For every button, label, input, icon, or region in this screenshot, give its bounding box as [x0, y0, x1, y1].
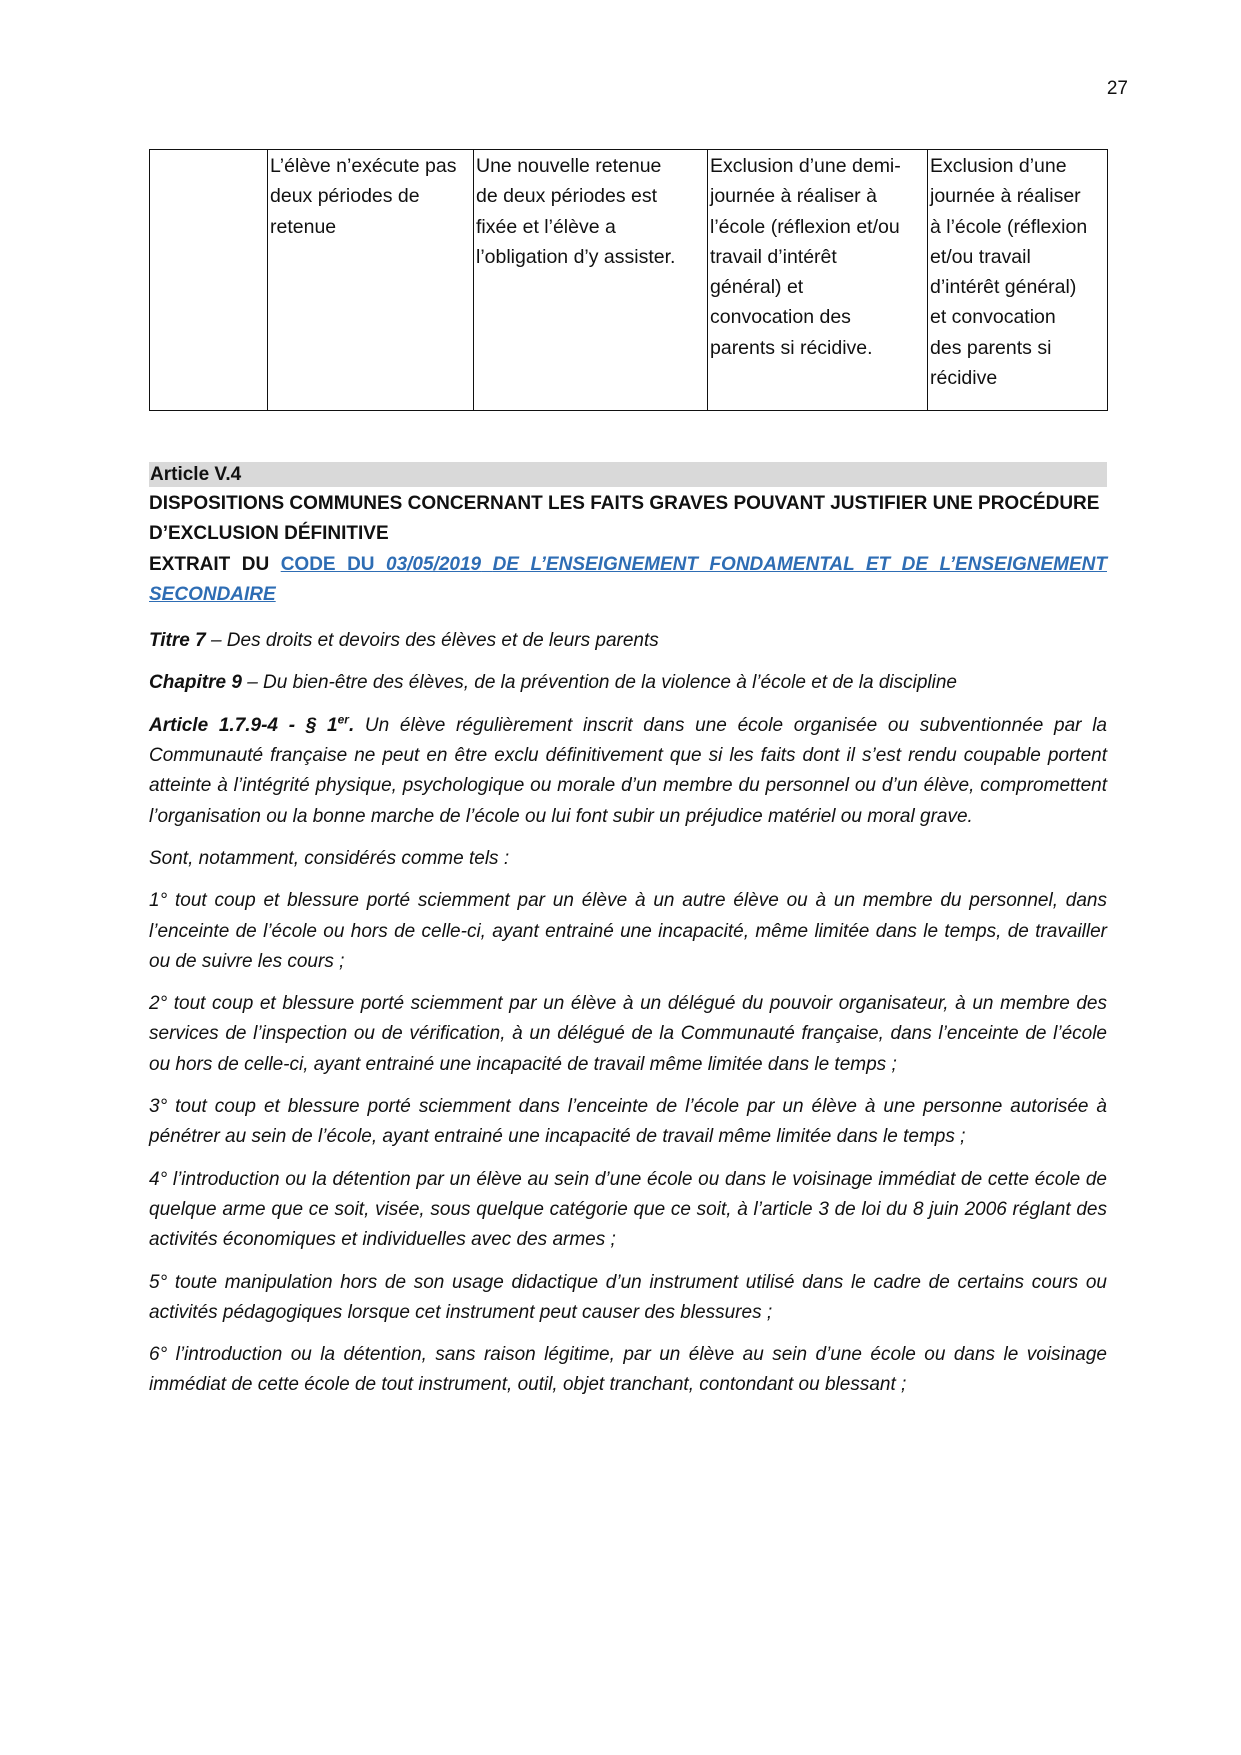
- cell-line: général) et: [710, 276, 804, 299]
- titre-line: [149, 626, 1107, 656]
- cell-line: L’élève n’exécute pas: [270, 155, 457, 177]
- list-item: 2° tout coup et blessure porté sciemment par un élève à un délégué du pouvoir organisateur, à un membre des services de l’inspection ou de vérification, à un délégué de la Communauté française, dans l’enceinte de l’école ou hors de celle-ci, ayant entrainé une incapacité de travail même limitée dans le temps ;: [149, 993, 1107, 1075]
- cell-line: Exclusion d’une demi-: [710, 155, 901, 177]
- cell-line: parents si récidive.: [710, 336, 873, 359]
- cell-line: fixée et l’élève a: [476, 215, 616, 238]
- extract-line: [149, 550, 1107, 611]
- code-link-date: 03/05/2019: [386, 553, 482, 575]
- list-item: 5° toute manipulation hors de son usage didactique d’un instrument utilisé dans le cadre de certains cours ou activités pédagogiques lorsque cet instrument peut causer des blessures ;: [149, 1271, 1107, 1323]
- table-cell-sanction-1: [474, 150, 708, 411]
- article-reference: [149, 712, 355, 736]
- extract-prefix: EXTRAIT DU: [149, 553, 270, 575]
- cell-line: Une nouvelle retenue: [476, 155, 662, 177]
- list-item: 3° tout coup et blessure porté sciemment dans l’enceinte de l’école par un élève à une personne autorisée à pénétrer au sein de l’école, ayant entrainé une incapacité de travail même limitée dans le temps ;: [149, 1096, 1107, 1148]
- code-link-code: CODE DU: [280, 553, 375, 575]
- cell-line: d’intérêt général): [930, 276, 1077, 299]
- table-cell-empty: [150, 150, 268, 411]
- code-link[interactable]: [149, 554, 1107, 605]
- table-row: [150, 150, 1108, 411]
- cell-line: et convocation: [930, 306, 1056, 329]
- cell-line: deux périodes de: [270, 185, 420, 208]
- sanctions-table: [149, 149, 1108, 411]
- article-ref-end: .: [348, 714, 355, 736]
- titre-label: Titre 7: [149, 630, 206, 652]
- cell-line: l’école (réflexion et/ou: [710, 215, 900, 238]
- chapitre-line: [149, 668, 1107, 698]
- article-ref-main: Article 1.7.9-4 - § 1: [149, 714, 338, 736]
- cell-line: des parents si: [930, 336, 1052, 359]
- page-number: 27: [1106, 78, 1128, 99]
- cell-line: de deux périodes est: [476, 185, 658, 208]
- cell-line: journée à réaliser à: [710, 185, 877, 208]
- cell-line: convocation des: [710, 306, 851, 329]
- article-ref-sup: er: [337, 712, 349, 727]
- list-item: 6° l’introduction ou la détention, sans raison légitime, par un élève au sein d’une école ou dans le voisinage immédiat de cette école de tout instrument, outil, objet tranchant, contondant ou blessant ;: [149, 1344, 1107, 1396]
- cell-line: à l’école (réflexion: [930, 215, 1088, 238]
- heading-line-2: D’EXCLUSION DÉFINITIVE: [149, 523, 389, 545]
- sont-line: Sont, notamment, considérés comme tels :: [149, 847, 510, 869]
- article-label-bar: [149, 462, 1107, 487]
- table-cell-fait: [268, 150, 474, 411]
- article-text: Un élève régulièrement inscrit dans une école organisée ou subventionnée par la Communauté française ne peut en être exclu définitivement que si les faits dont il s’est rendu coupable portent atteinte à l’intégrité physique, psychologique ou morale d’un membre du personnel ou d’un élève, compromettent l’organisation ou la bonne marche de l’école ou lui font subir un préjudice matériel ou moral grave.: [149, 714, 1107, 827]
- table-cell-sanction-2: [708, 150, 928, 411]
- article-label: Article V.4: [150, 464, 242, 485]
- code-link-rest: DE L’ENSEIGNEMENT FONDAMENTAL ET DE L’ENSEIGNEMENT SECONDAIRE: [149, 553, 1107, 605]
- article-heading: [149, 489, 1107, 550]
- titre-text: – Des droits et devoirs des élèves et de leurs parents: [205, 630, 659, 652]
- article-content: [149, 489, 1107, 1401]
- cell-line: retenue: [270, 215, 337, 238]
- chapitre-label: Chapitre 9: [149, 672, 242, 694]
- article-paragraph: [149, 711, 1107, 832]
- list-item: 4° l’introduction ou la détention par un élève au sein d’une école ou dans le voisinage immédiat de cette école de quelque arme que ce soit, visée, sous quelque catégorie que ce soit, à l’article 3 de loi du 8 juin 2006 réglant des activités économiques et individuelles avec des armes ;: [149, 1168, 1107, 1251]
- heading-line-1: DISPOSITIONS COMMUNES CONCERNANT LES FAITS GRAVES POUVANT JUSTIFIER UNE PROCÉDURE: [149, 493, 1100, 514]
- table-cell-sanction-3: [928, 150, 1108, 411]
- cell-line: récidive: [930, 367, 998, 390]
- cell-line: l’obligation d’y assister.: [476, 245, 676, 268]
- cell-line: Exclusion d’une: [930, 155, 1067, 177]
- list-item: 1° tout coup et blessure porté sciemment par un élève à un autre élève ou à un membre du personnel, dans l’enceinte de l’école ou hors de celle-ci, ayant entrainé une incapacité, même limitée dans le temps, de travailler ou de suivre les cours ;: [149, 890, 1107, 972]
- cell-line: journée à réaliser: [930, 185, 1081, 208]
- chapitre-text: – Du bien-être des élèves, de la prévention de la violence à l’école et de la discipline: [241, 672, 957, 694]
- cell-line: et/ou travail: [930, 245, 1031, 268]
- cell-line: travail d’intérêt: [710, 245, 837, 268]
